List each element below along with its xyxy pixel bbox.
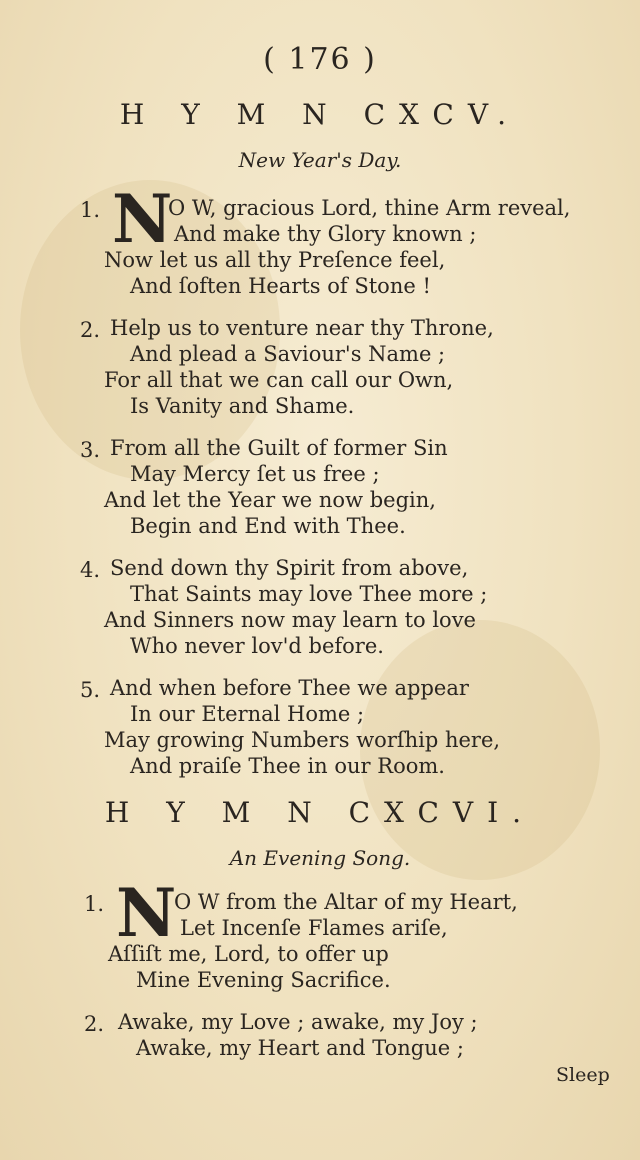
- verse-line: Begin and End with Thee.: [130, 514, 406, 538]
- verse-line: O W, gracious Lord, thine Arm reveal,: [168, 196, 571, 220]
- verse-line: May growing Numbers worſhip here,: [104, 728, 501, 752]
- stanza-number: 1.: [84, 892, 105, 916]
- verse-line: Awake, my Heart and Tongue ;: [136, 1036, 464, 1060]
- stanza-number: 5.: [80, 678, 101, 702]
- verse-line: Aſſiſt me, Lord, to offer up: [108, 942, 389, 966]
- catchword: Sleep: [556, 1064, 610, 1086]
- verse-line: And let the Year we now begin,: [104, 488, 436, 512]
- stanza-number: 3.: [80, 438, 101, 462]
- verse-line: Send down thy Spirit from above,: [110, 556, 469, 580]
- verse-line: Is Vanity and Shame.: [130, 394, 355, 418]
- verse-line: May Mercy ſet us free ;: [130, 462, 380, 486]
- verse-line: Awake, my Love ; awake, my Joy ;: [118, 1010, 478, 1034]
- verse-line: That Saints may love Thee more ;: [130, 582, 488, 606]
- drop-cap: N: [112, 180, 173, 258]
- verse-line: And plead a Saviour's Name ;: [130, 342, 446, 366]
- stanza-number: 4.: [80, 558, 101, 582]
- drop-cap: N: [116, 874, 177, 952]
- verse-line: For all that we can call our Own,: [104, 368, 454, 392]
- verse-line: And when before Thee we appear: [110, 676, 469, 700]
- stanza-number: 2.: [80, 318, 101, 342]
- stanza-number: 1.: [80, 198, 101, 222]
- verse-line: And praiſe Thee in our Room.: [130, 754, 445, 778]
- verse-line: And make thy Glory known ;: [174, 222, 477, 246]
- verse-line: From all the Guilt of former Sin: [110, 436, 448, 460]
- verse-line: O W from the Altar of my Heart,: [174, 890, 518, 914]
- hymn-title: H Y M N CXCV.: [119, 98, 521, 131]
- verse-line: And Sinners now may learn to love: [104, 608, 476, 632]
- hymn-subtitle: New Year's Day.: [238, 148, 402, 172]
- verse-line: And ſoften Hearts of Stone !: [130, 274, 431, 298]
- verse-line: Mine Evening Sacrifice.: [136, 968, 391, 992]
- verse-line: Help us to venture near thy Throne,: [110, 316, 494, 340]
- stanza-number: 2.: [84, 1012, 105, 1036]
- page-number: ( 176 ): [263, 42, 377, 77]
- verse-line: Who never lov'd before.: [130, 634, 384, 658]
- verse-line: In our Eternal Home ;: [130, 702, 365, 726]
- hymn-subtitle: An Evening Song.: [229, 846, 411, 870]
- verse-line: Let Incenſe Flames ariſe,: [180, 916, 448, 940]
- hymn-title: H Y M N CXCVI.: [104, 796, 536, 829]
- verse-line: Now let us all thy Preſence feel,: [104, 248, 446, 272]
